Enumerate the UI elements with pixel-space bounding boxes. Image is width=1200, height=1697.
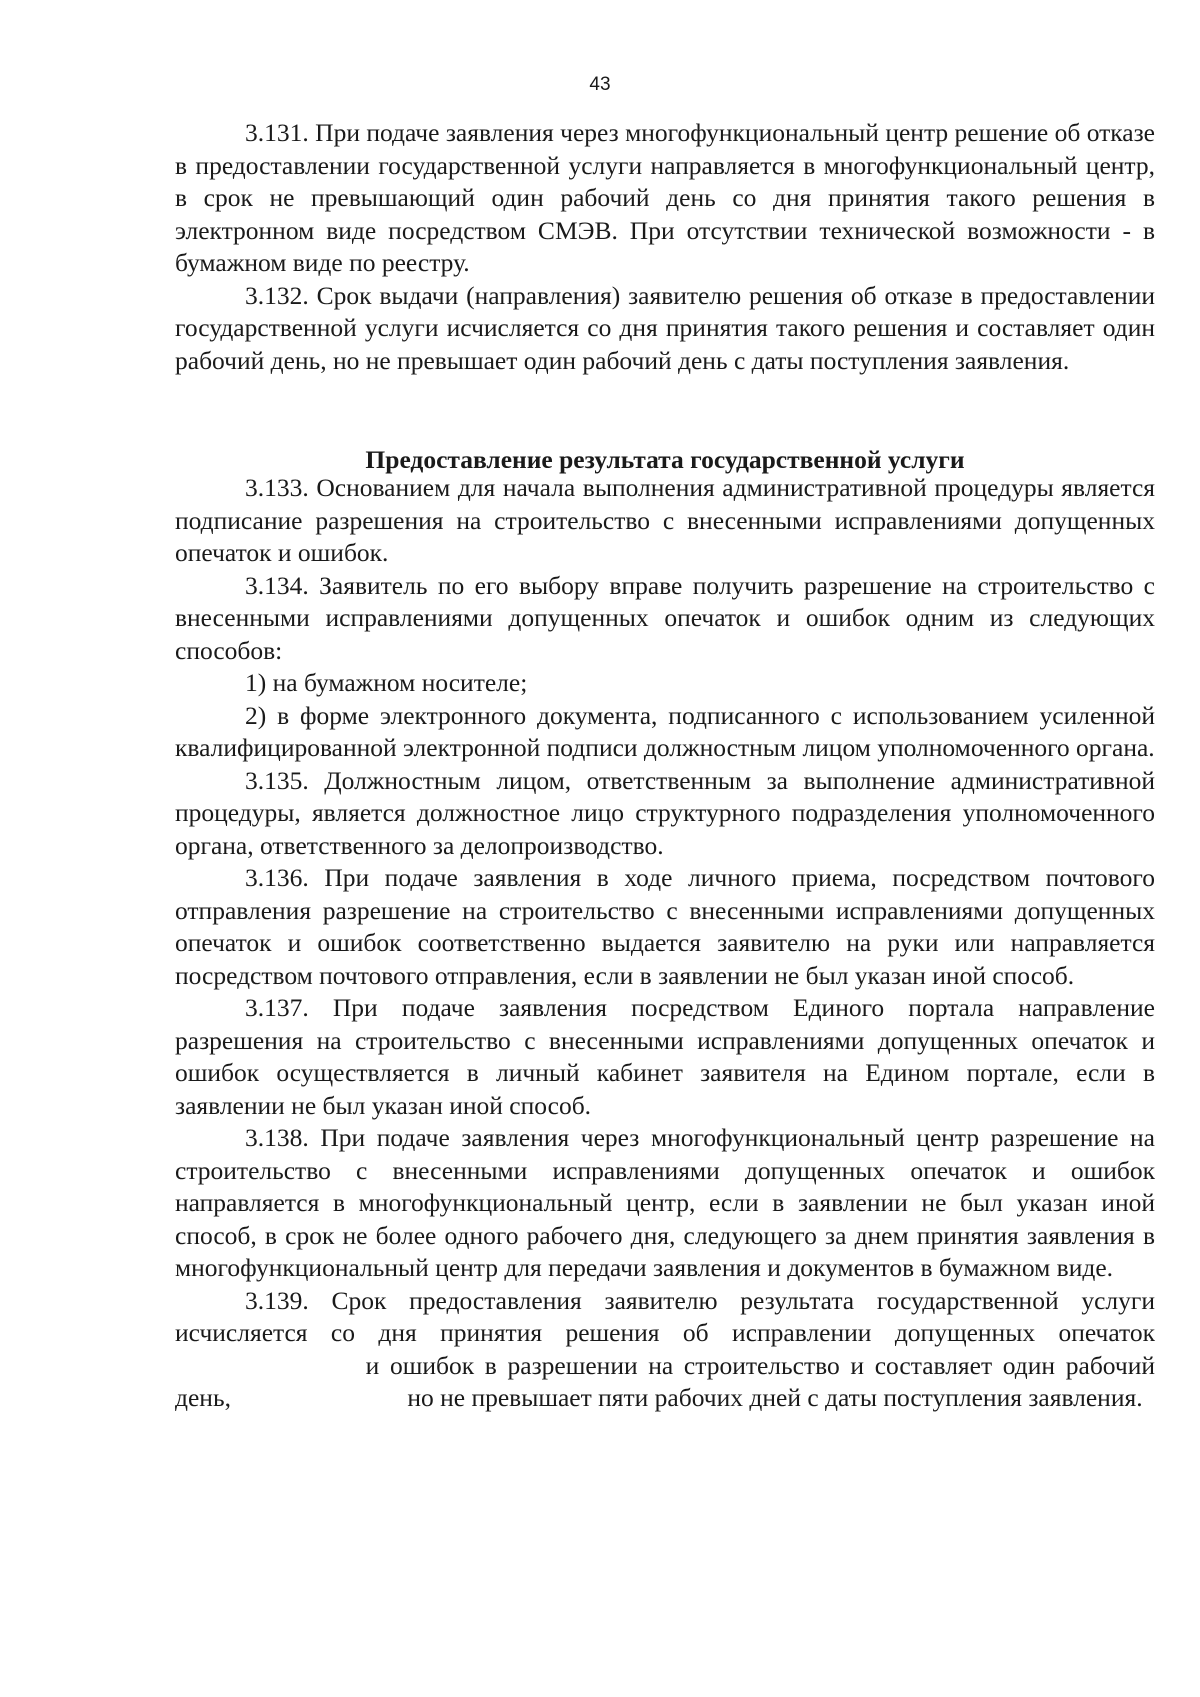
section-top xyxy=(175,117,1155,377)
paragraph-3-131: 3.131. При подаче заявления через многофункциональный центр решение об отказе в предоставлении государственной услуги направляется в многофункциональный центр, в срок не превышающий один рабочий день со дня принятия такого решения в электронном виде посредством СМЭВ. При отсутствии технической возможности - в бумажном виде по реестру. xyxy=(175,118,1155,277)
paragraph-3-138: 3.138. При подаче заявления через многофункциональный центр разрешение на строительство с внесенными исправлениями допущенных опечаток и ошибок направляется в многофункциональный центр, если в заявлении не был указан иной способ, в срок не более одного рабочего дня, следующего за днем принятия заявления в многофункциональный центр для передачи заявления и документов в бумажном виде. xyxy=(175,1123,1155,1282)
paragraph-3-135: 3.135. Должностным лицом, ответственным за выполнение административной процедуры, является должностное лицо структурного подразделения уполномоченного органа, ответственного за делопроизводство. xyxy=(175,765,1155,860)
paragraph-3-139-part1: 3.139. Срок предоставления заявителю результата государственной услуги исчисляется со дня принятия решения об исправлении допущенных опечаток xyxy=(175,1285,1155,1347)
paragraph-3-134: 3.134. Заявитель по его выбору вправе получить разрешение на строительство с внесенными исправлениями допущенных опечаток и ошибок одним из следующих способов: xyxy=(175,570,1155,665)
page-number: 43 xyxy=(589,74,611,95)
paragraph-3-139 xyxy=(175,1285,1155,1415)
section-bottom xyxy=(175,472,1155,1415)
paragraph-3-137: 3.137. При подаче заявления посредством Единого портала направление разрешения на строительство с внесенными исправлениями допущенных опечаток и ошибок осуществляется в личный кабинет заявителя на Едином портале, если в заявлении не был указан иной способ. xyxy=(175,993,1155,1120)
paragraph-3-139-part2: и ошибок в разрешении на строительство и составляет один рабочий день, xyxy=(175,1350,1155,1412)
paragraph-3-133: 3.133. Основанием для начала выполнения административной процедуры является подписание разрешения на строительство с внесенными исправлениями допущенных опечаток и ошибок. xyxy=(175,473,1155,567)
paragraph-3-136: 3.136. При подаче заявления в ходе личного приема, посредством почтового отправления разрешение на строительство с внесенными исправлениями допущенных опечаток и ошибок соответственно выдается заявителю на руки или направляется посредством почтового отправления, если в заявлении не был указан иной способ. xyxy=(175,863,1155,990)
paragraph-3-132: 3.132. Срок выдачи (направления) заявителю решения об отказе в предоставлении государственной услуги исчисляется со дня принятия такого решения и составляет один рабочий день, но не превышает один рабочий день с даты поступления заявления. xyxy=(175,280,1155,375)
list-item-2: 2) в форме электронного документа, подписанного с использованием усиленной квалифицированной электронной подписи должностным лицом уполномоченного органа. xyxy=(175,700,1155,762)
paragraph-3-139-part3: но не превышает пяти рабочих дней с даты поступления заявления. xyxy=(407,1383,1143,1412)
section-heading: Предоставление результата государственной услуги xyxy=(365,445,965,474)
list-item-1: 1) на бумажном носителе; xyxy=(245,668,528,697)
